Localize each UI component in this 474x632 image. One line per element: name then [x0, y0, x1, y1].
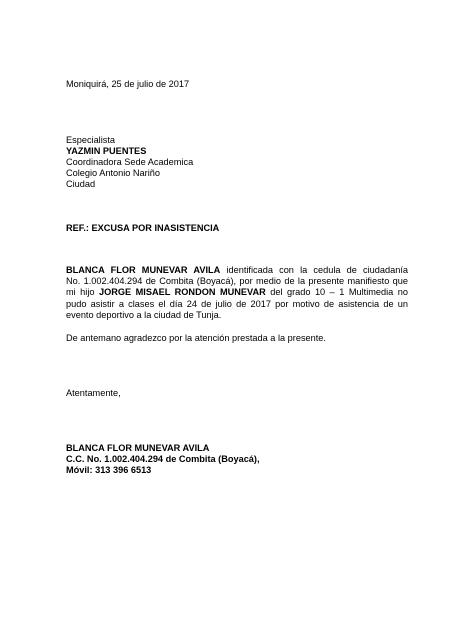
signature-name: BLANCA FLOR MUNEVAR AVILA	[66, 443, 210, 453]
body-line-1	[66, 265, 408, 276]
body-line-4: pudo asistir a clases el día 24 de julio de 2017 por motivo de asistencia de un	[66, 298, 408, 309]
sender-name-inline: BLANCA FLOR MUNEVAR AVILA	[66, 265, 221, 275]
recipient-institution: Colegio Antonio Nariño	[66, 168, 160, 178]
recipient-city: Ciudad	[66, 179, 96, 189]
place-date: Moniquirá, 25 de julio de 2017	[66, 79, 190, 89]
closing-line: Atentamente,	[66, 388, 121, 398]
body-line-3-pre: mi hijo	[66, 287, 99, 298]
body-line-1-text: identificada con la cedula de ciudadanía	[220, 265, 408, 275]
signature-id: C.C. No. 1.002.404.294 de Combita (Boyacá),	[66, 454, 260, 464]
recipient-role: Coordinadora Sede Academica	[66, 157, 194, 167]
student-name: JORGE MISAEL RONDON MUNEVAR	[98, 287, 266, 298]
body-paragraph	[66, 265, 408, 321]
thanks-line: De antemano agradezco por la atención prestada a la presente.	[66, 333, 326, 343]
recipient-title: Especialista	[66, 135, 116, 145]
body-line-3	[66, 287, 408, 298]
signature-phone: Móvil: 313 396 6513	[66, 465, 152, 475]
recipient-name: YAZMIN PUENTES	[66, 146, 147, 156]
reference-line: REF.: EXCUSA POR INASISTENCIA	[66, 223, 220, 233]
body-line-5: evento deportivo a la ciudad de Tunja.	[66, 309, 222, 320]
body-line-3-post: del grado 10 – 1 Multimedia no	[265, 287, 408, 298]
body-line-2: No. 1.002.404.294 de Combita (Boyacá), por medio de la presente manifiesto que	[66, 276, 408, 287]
